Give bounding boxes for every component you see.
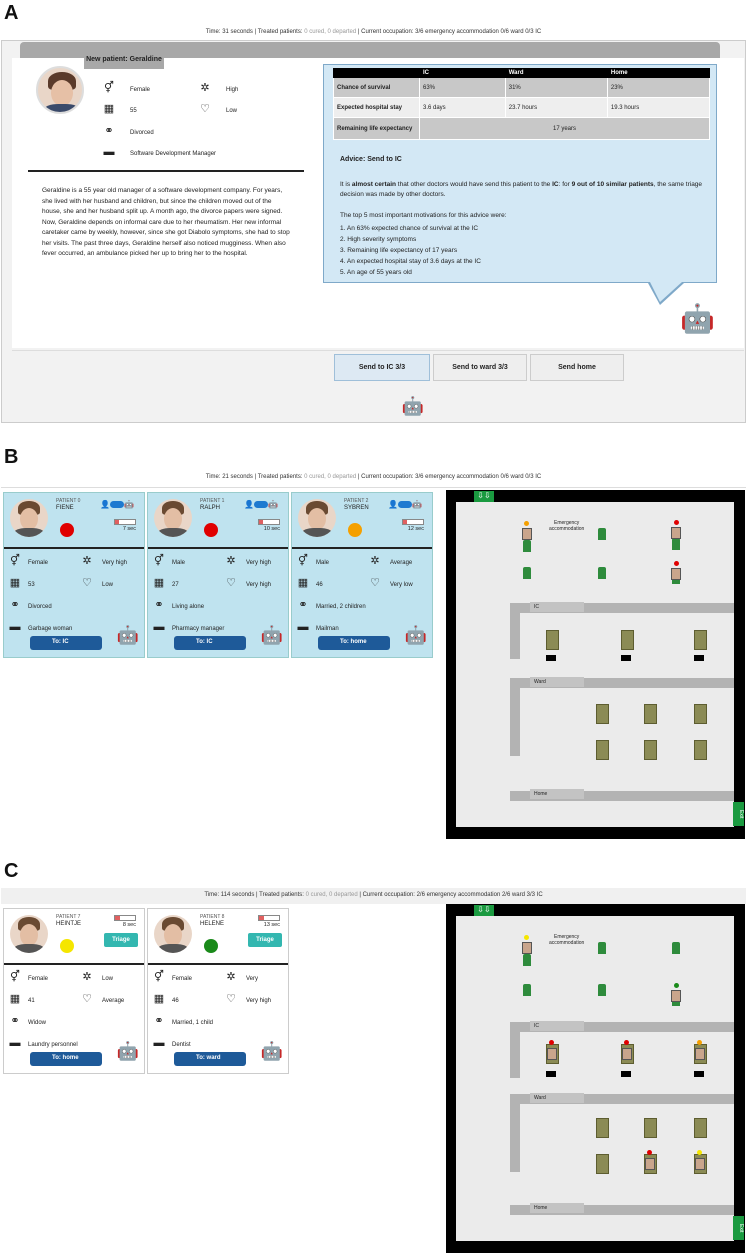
- patient-card[interactable]: [3, 492, 145, 658]
- exit-sign: Exit: [733, 1216, 744, 1240]
- severity-value: Very high: [246, 560, 272, 566]
- rings-icon: ⚭: [154, 599, 164, 611]
- panel-label-a: A: [4, 2, 19, 24]
- triage-button[interactable]: Triage: [104, 933, 138, 947]
- patient-avatar: [10, 499, 48, 537]
- robot-icon: 🤖: [680, 303, 715, 334]
- ic-label: IC: [530, 1021, 584, 1031]
- briefcase-icon: ▬: [9, 621, 21, 633]
- rings-icon: ⚭: [154, 1015, 164, 1027]
- gender-value: Female: [28, 976, 49, 982]
- patient-number: PATIENT 0: [56, 498, 81, 504]
- person-toggle-icon[interactable]: 👤 🤖: [388, 500, 422, 509]
- gender-value: Male: [172, 560, 186, 566]
- timer-bar: [258, 519, 280, 525]
- timer-text: 7 sec: [122, 526, 136, 532]
- gender-value: Female: [28, 560, 49, 566]
- age-value: 53: [28, 582, 35, 588]
- dependency-value: Average: [102, 998, 125, 1004]
- patient-face: [645, 1158, 655, 1170]
- robot-icon: 🤖: [116, 1041, 140, 1061]
- patient-card[interactable]: [147, 492, 289, 658]
- heart-hands-icon: ♡: [226, 993, 236, 1005]
- gender-icon: ⚥: [104, 82, 114, 94]
- patient-name: FIENE: [56, 505, 74, 511]
- cell: 17 years: [420, 118, 710, 140]
- calendar-icon: ▦: [153, 577, 165, 589]
- marital-value: Married, 2 children: [316, 604, 366, 610]
- briefcase-icon: ▬: [103, 146, 115, 158]
- ward-label: Ward: [530, 1093, 584, 1103]
- patient-avatar: [298, 499, 336, 537]
- marital-value: Widow: [28, 1020, 47, 1026]
- rings-icon: ⚭: [104, 125, 114, 137]
- calendar-icon: ▦: [297, 577, 309, 589]
- advice-bubble: To: IC: [30, 636, 102, 650]
- rings-icon: ⚭: [298, 599, 308, 611]
- timer-text: 8 sec: [122, 922, 136, 928]
- status-bar-a: Time: 31 seconds | Treated patients: 0 cured, 0 departed | Current occupation: 3/6 emergency accommodation 0/6 ward 0/3 IC: [205, 29, 542, 35]
- emergency-label: Emergency accommodation: [549, 520, 585, 532]
- row-label: Expected hospital stay: [334, 98, 420, 118]
- severity-value: Low: [102, 976, 114, 982]
- gender-icon: ⚥: [154, 971, 164, 983]
- timer-bar: [402, 519, 424, 525]
- patient-name: RALPH: [200, 505, 221, 511]
- age-value: 27: [172, 582, 179, 588]
- row-label: Chance of survival: [334, 78, 420, 98]
- age-value: 46: [316, 582, 323, 588]
- age-value: 41: [28, 998, 35, 1004]
- panel-label-c: C: [4, 860, 19, 882]
- home-label: Home: [530, 1203, 584, 1213]
- hospital-map-b: [446, 490, 745, 839]
- cell: 63%: [420, 78, 506, 98]
- row-label: Remaining life expectancy: [334, 118, 420, 140]
- severity-value: High: [226, 87, 239, 93]
- patient-number: PATIENT 2: [344, 498, 369, 504]
- status-bar-b: Time: 21 seconds | Treated patients: 0 cured, 0 departed | Current occupation: 3/6 emergency accommodation 0/6 ward 0/3 IC: [205, 474, 542, 480]
- cell: 3.6 days: [420, 98, 506, 118]
- ic-label: IC: [530, 602, 584, 612]
- timer-text: 12 sec: [407, 526, 424, 532]
- briefcase-icon: ▬: [297, 621, 309, 633]
- patient-card[interactable]: [147, 908, 289, 1074]
- cell: 23.7 hours: [505, 98, 607, 118]
- patient-face: [695, 1048, 705, 1060]
- heart-hands-icon: ♡: [82, 993, 92, 1005]
- patient-name: HELENE: [200, 921, 225, 927]
- entrance-arrows-icon: ⇩⇩: [474, 491, 494, 502]
- send-home-button[interactable]: Send home: [530, 354, 624, 381]
- advice-title: Advice: Send to IC: [340, 156, 402, 163]
- patient-face: [671, 990, 681, 1002]
- robot-icon: 🤖: [260, 625, 284, 645]
- marital-value: Divorced: [130, 130, 154, 136]
- list-item: 1. An 63% expected chance of survival at the IC: [340, 225, 479, 232]
- timer-text: 13 sec: [263, 922, 280, 928]
- header-ic: IC: [420, 69, 506, 78]
- patient-card[interactable]: [3, 908, 145, 1074]
- severity-value: Very: [246, 976, 259, 982]
- home-label: Home: [530, 789, 584, 799]
- calendar-icon: ▦: [9, 993, 21, 1005]
- calendar-icon: ▦: [9, 577, 21, 589]
- briefcase-icon: ▬: [9, 1037, 21, 1049]
- patient-face: [547, 1048, 557, 1060]
- severity-dot: [60, 523, 74, 537]
- dependency-value: Very low: [390, 582, 413, 588]
- heart-hands-icon: ♡: [370, 577, 380, 589]
- advice-bubble: To: IC: [174, 636, 246, 650]
- dependency-value: Low: [102, 582, 114, 588]
- advice-bubble: To: home: [318, 636, 390, 650]
- marital-value: Married, 1 child: [172, 1020, 214, 1026]
- dependency-value: Very high: [246, 998, 272, 1004]
- exit-sign: Exit: [733, 802, 744, 826]
- job-value: Garbage woman: [28, 626, 73, 632]
- severity-value: Very high: [102, 560, 128, 566]
- briefcase-icon: ▬: [153, 1037, 165, 1049]
- patient-number: PATIENT 7: [56, 914, 81, 920]
- advice-bubble: To: ward: [174, 1052, 246, 1066]
- heart-hands-icon: ♡: [200, 103, 210, 115]
- person-toggle-icon[interactable]: 👤 🤖: [244, 500, 278, 509]
- triage-button[interactable]: Triage: [248, 933, 282, 947]
- header-ward: Ward: [505, 69, 607, 78]
- timer-bar: [114, 915, 136, 921]
- patient-card[interactable]: [291, 492, 433, 658]
- list-item: 3. Remaining life expectancy of 17 years: [340, 247, 458, 254]
- patient-story: Geraldine is a 55 year old manager of a software development company. For years, she lived with her husband and children, but since the children moved out of the house, she and her husband split up. A month ago, the divorce papers were signed. Now, Geraldine depends on informal care due to her rheumatism. Her new informal caretaker came by weekly, however, since she got Diabolo symptoms, she had to stop her visits. The past three days, Geraldine herself also noticed mugginess. When also fever occurred, an ambulance picked her up to bring her to the hospital.: [42, 187, 290, 257]
- cell: 31%: [505, 78, 607, 98]
- job-value: Pharmacy manager: [172, 626, 225, 632]
- timer-text: 10 sec: [263, 526, 280, 532]
- virus-icon: ✲: [370, 555, 380, 567]
- advice-text: It is almost certain that other doctors would have send this patient to the IC: for 9 out of 10 similar patients, the same triage decision was made by other doctors.: [340, 181, 703, 198]
- header-home: Home: [607, 69, 709, 78]
- patient-title: New patient: Geraldine: [84, 52, 164, 69]
- robot-icon: 🤖: [404, 625, 428, 645]
- gender-icon: ⚥: [10, 555, 20, 567]
- marital-value: Living alone: [172, 604, 205, 610]
- patient-name: HEINTJE: [56, 921, 82, 927]
- calendar-icon: ▦: [103, 103, 115, 115]
- gender-icon: ⚥: [154, 555, 164, 567]
- job-value: Dentist: [172, 1042, 191, 1048]
- virus-icon: ✲: [82, 555, 92, 567]
- emergency-label: Emergency accommodation: [549, 934, 585, 946]
- timer-bar: [114, 519, 136, 525]
- patient-avatar: [154, 915, 192, 953]
- patient-avatar: [154, 499, 192, 537]
- job-value: Mailman: [316, 626, 339, 632]
- hospital-map-c: [446, 904, 745, 1253]
- severity-dot: [60, 939, 74, 953]
- heart-hands-icon: ♡: [226, 577, 236, 589]
- severity-dot: [348, 523, 362, 537]
- advice-bubble: To: home: [30, 1052, 102, 1066]
- virus-icon: ✲: [82, 971, 92, 983]
- ward-label: Ward: [530, 677, 584, 687]
- rings-icon: ⚭: [10, 599, 20, 611]
- gender-value: Female: [172, 976, 193, 982]
- advice-list: [340, 223, 481, 278]
- list-item: 4. An expected hospital stay of 3.6 days at the IC: [340, 258, 481, 265]
- virus-icon: ✲: [226, 555, 236, 567]
- panel-label-b: B: [4, 446, 19, 468]
- entrance-arrows-icon: ⇩⇩: [474, 905, 494, 916]
- robot-icon: 🤖: [116, 625, 140, 645]
- gender-value: Male: [316, 560, 330, 566]
- patient-face: [695, 1158, 705, 1170]
- gender-icon: ⚥: [10, 971, 20, 983]
- severity-dot: [204, 939, 218, 953]
- gender-icon: ⚥: [298, 555, 308, 567]
- robot-icon: 🤖: [260, 1041, 284, 1061]
- job-value: Laundry personnel: [28, 1042, 78, 1048]
- severity-dot: [204, 523, 218, 537]
- calendar-icon: ▦: [153, 993, 165, 1005]
- patient-face: [522, 942, 532, 954]
- gender-value: Female: [130, 87, 151, 93]
- robot-icon: 🤖: [401, 396, 425, 416]
- virus-icon: ✲: [226, 971, 236, 983]
- list-item: 5. An age of 55 years old: [340, 269, 412, 276]
- patient-face: [522, 528, 532, 540]
- age-value: 46: [172, 998, 179, 1004]
- patient-face: [671, 527, 681, 539]
- person-toggle-icon[interactable]: 👤 🤖: [100, 500, 134, 509]
- patient-number: PATIENT 8: [200, 914, 225, 920]
- heart-hands-icon: ♡: [82, 577, 92, 589]
- timer-bar: [258, 915, 280, 921]
- patient-face: [671, 568, 681, 580]
- rings-icon: ⚭: [10, 1015, 20, 1027]
- patient-avatar: [36, 66, 84, 114]
- virus-icon: ✲: [200, 82, 210, 94]
- patient-avatar: [10, 915, 48, 953]
- cell: 19.3 hours: [607, 98, 709, 118]
- status-bar-c: Time: 114 seconds | Treated patients: 0 cured, 0 departed | Current occupation: 2/6 emergency accommodation 2/6 ward 3/3 IC: [204, 892, 543, 898]
- age-value: 55: [130, 108, 137, 114]
- briefcase-icon: ▬: [153, 621, 165, 633]
- send-to-ward-button[interactable]: Send to ward 3/3: [433, 354, 527, 381]
- patient-name: SYBREN: [344, 505, 369, 511]
- patient-face: [622, 1048, 632, 1060]
- prediction-table: [333, 68, 710, 140]
- divider: [28, 170, 304, 172]
- severity-value: Average: [390, 560, 413, 566]
- list-item: 2. High severity symptoms: [340, 236, 417, 243]
- cell: 23%: [607, 78, 709, 98]
- job-value: Software Development Manager: [130, 151, 217, 157]
- advice-motivation: The top 5 most important motivations for this advice were:: [340, 212, 507, 219]
- dependency-value: Low: [226, 108, 238, 114]
- send-to-ic-button[interactable]: Send to IC 3/3: [334, 354, 430, 381]
- dependency-value: Very high: [246, 582, 272, 588]
- marital-value: Divorced: [28, 604, 52, 610]
- patient-number: PATIENT 1: [200, 498, 225, 504]
